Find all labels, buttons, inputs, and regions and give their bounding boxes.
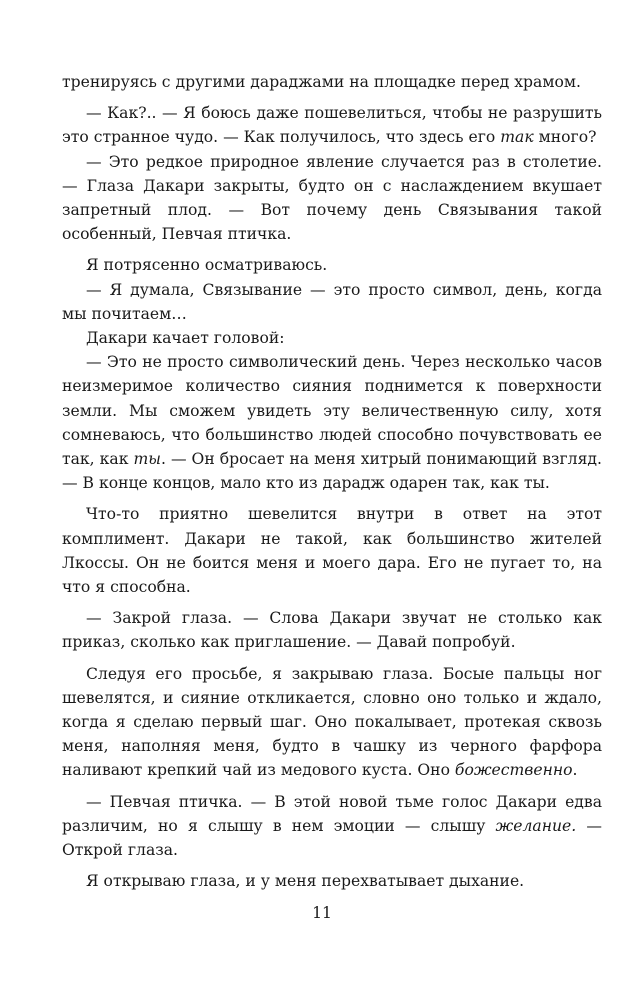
- italic-emphasis: божественно: [454, 761, 573, 780]
- paragraph-11: — Певчая птичка. — В этой новой тьме голос Дакари едва различим, но я слышу в нем эмоции — слышу желание. — Открой глаза.: [62, 792, 602, 860]
- italic-emphasis: желание.: [495, 816, 577, 835]
- paragraph-5: — Я думала, Связывание — это просто символ, день, когда мы почитаем…: [62, 280, 602, 323]
- page-body: [62, 70, 602, 894]
- paragraph-10: Следуя его просьбе, я закрываю глаза. Босые пальцы ног шевелятся, и сияние откликается, словно оно только и ждало, когда я сделаю первый шаг. Оно покалывает, протекая сквозь меня, наполняя меня, будто в чашку из черного фарфора наливают крепкий чай из медового куста. Оно божественно.: [62, 664, 602, 780]
- paragraph-4: Я потрясенно осматриваюсь.: [86, 256, 328, 275]
- paragraph-3: — Это редкое природное явление случается раз в столетие. — Глаза Дакари закрыты, будто он с наслаждением вкушает запретный плод. — Вот почему день Связывания такой особенный, Певчая птичка.: [62, 152, 602, 244]
- paragraph-9: — Закрой глаза. — Слова Дакари звучат не столько как приказ, сколько как приглашение. — Давай попробуй.: [62, 609, 602, 652]
- paragraph-1: тренируясь с другими дараджами на площадке перед храмом.: [62, 73, 581, 91]
- italic-emphasis: так: [500, 128, 534, 147]
- page-number: 11: [312, 904, 332, 922]
- paragraph-12: Я открываю глаза, и у меня перехватывает дыхание.: [86, 872, 525, 891]
- paragraph-6: Дакари качает головой:: [86, 329, 285, 348]
- paragraph-2: — Как?.. — Я боюсь даже пошевелиться, чтобы не разрушить это странное чудо. — Как получилось, что здесь его так много?: [62, 104, 602, 147]
- italic-emphasis: ты: [133, 450, 161, 469]
- paragraph-7: — Это не просто символический день. Через несколько часов неизмеримое количество сияния поднимется к поверхности земли. Мы сможем увидеть эту величественную силу, хотя сомневаюсь, что большинство людей способно почувствовать ее так, как ты. — Он бросает на меня хитрый понимающий взгляд. — В конце концов, мало кто из дарадж одарен так, как ты.: [62, 353, 602, 493]
- paragraph-8: Что-то приятно шевелится внутри в ответ на этот комплимент. Дакари не такой, как большинство жителей Лкоссы. Он не боится меня и моего дара. Его не пугает то, на что я способна.: [62, 505, 602, 597]
